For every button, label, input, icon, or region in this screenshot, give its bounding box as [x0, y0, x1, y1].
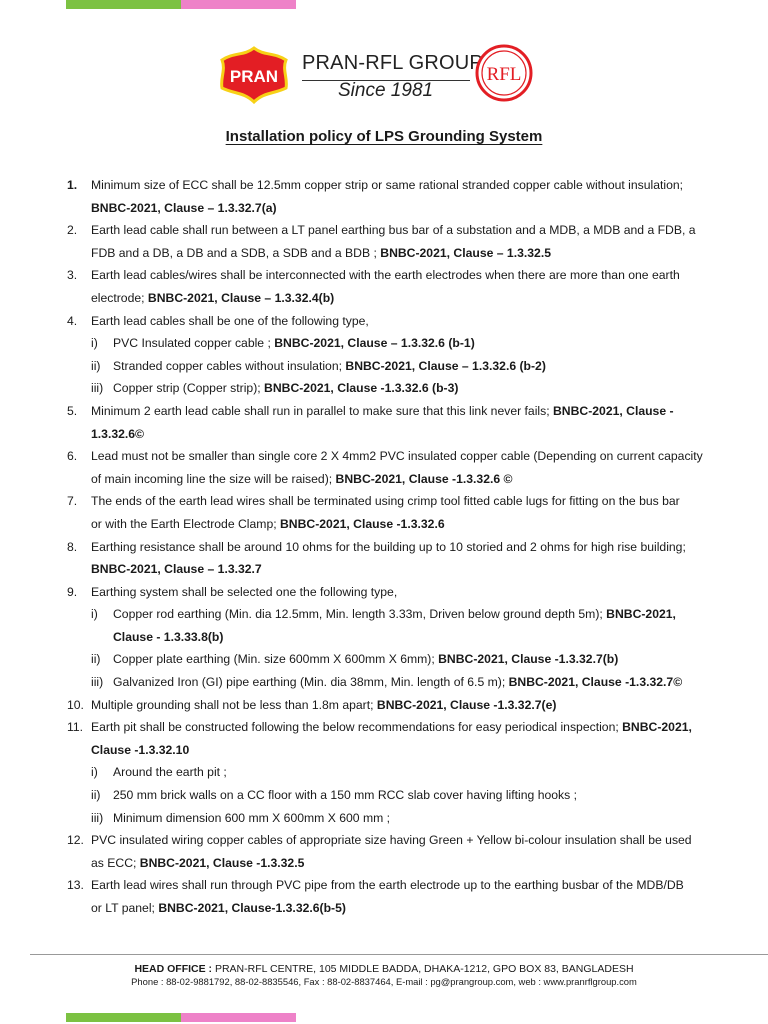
item-number: 9.	[67, 584, 78, 599]
item-text	[91, 874, 684, 897]
item-text-plain: Multiple grounding shall not be less than 1.8m apart;	[91, 697, 377, 712]
pran-logo-text: PRAN	[229, 67, 279, 86]
item-text	[91, 197, 277, 220]
item-text	[91, 490, 680, 513]
clause-reference: BNBC-2021,	[622, 720, 692, 735]
top-color-stripe	[66, 0, 296, 9]
clause-reference: BNBC-2021, Clause – 1.3.32.7	[91, 562, 262, 577]
list-item-line	[0, 536, 768, 559]
sub-item-text	[113, 807, 390, 830]
item-text-plain: Earth lead wires shall run through PVC pipe from the earth electrode up to the earthing busbar of the MDB/DB	[91, 878, 684, 893]
list-item-line	[0, 581, 768, 604]
sub-item-numeral: i)	[91, 765, 98, 780]
sub-item-text	[113, 671, 682, 694]
item-number: 12.	[67, 833, 84, 848]
policy-list	[0, 174, 768, 920]
clause-reference: Clause - 1.3.33.8(b)	[113, 629, 224, 644]
clause-reference: BNBC-2021, Clause-1.3.32.6(b-5)	[158, 901, 346, 915]
sub-item	[0, 355, 768, 378]
sub-item-numeral: iii)	[91, 675, 104, 690]
item-text-plain: of main incoming line the size will be raised);	[91, 471, 336, 486]
clause-reference: BNBC-2021, Clause – 1.3.32.6 (b-2)	[345, 358, 546, 373]
item-text-plain: Minimum size of ECC shall be 12.5mm copper strip or same rational stranded copper cable without insulation;	[91, 178, 684, 192]
sub-item-text-plain: PVC Insulated copper cable ;	[113, 336, 275, 351]
list-item-line	[0, 197, 768, 220]
list-item-line	[0, 897, 768, 920]
item-text	[91, 174, 683, 197]
item-number: 13.	[67, 878, 84, 893]
item-number: 6.	[67, 449, 78, 464]
clause-reference: BNBC-2021, Clause -1.3.32.6 (b-3)	[264, 381, 459, 396]
sub-item-text-plain: Stranded copper cables without insulation;	[113, 358, 346, 373]
item-text	[91, 445, 703, 468]
footer-address-text: PRAN-RFL CENTRE, 105 MIDDLE BADDA, DHAKA-1212, GPO BOX 83, BANGLADESH	[212, 963, 634, 975]
sub-item-numeral: ii)	[91, 788, 101, 803]
sub-item-text	[113, 761, 227, 784]
item-text	[91, 400, 674, 423]
sub-item-numeral: i)	[91, 607, 98, 622]
clause-reference: BNBC-2021, Clause -1.3.32.6 ©	[335, 471, 513, 486]
item-text-plain: Earth pit shall be constructed following the below recommendations for easy periodical inspection;	[91, 720, 623, 735]
sub-item	[0, 603, 768, 626]
list-item-line	[0, 739, 768, 762]
item-text	[91, 513, 445, 536]
item-text-plain: Earthing resistance shall be around 10 ohms for the building up to 10 storied and 2 ohms for high rise building;	[91, 539, 686, 554]
item-text-plain: PVC insulated wiring copper cables of appropriate size having Green + Yellow bi-colour insulation shall be used	[91, 833, 692, 848]
clause-reference: BNBC-2021, Clause – 1.3.32.6 (b-1)	[274, 336, 475, 351]
item-text	[91, 897, 346, 920]
sub-item-numeral: ii)	[91, 358, 101, 373]
item-text	[91, 581, 397, 604]
list-item-line	[0, 874, 768, 897]
clause-reference: BNBC-2021, Clause – 1.3.32.5	[380, 245, 551, 260]
sub-item-text	[113, 603, 676, 626]
clause-reference: BNBC-2021,	[606, 607, 676, 622]
list-item-line	[0, 264, 768, 287]
list-item-line	[0, 400, 768, 423]
bottom-color-stripe	[66, 1013, 296, 1022]
item-text	[91, 287, 334, 310]
clause-reference: BNBC-2021, Clause – 1.3.32.4(b)	[147, 290, 335, 305]
list-item-line	[0, 242, 768, 265]
page-title: Installation policy of LPS Grounding System	[225, 128, 543, 145]
item-text	[91, 468, 513, 491]
list-item-line	[0, 513, 768, 536]
clause-reference: BNBC-2021, Clause -	[553, 403, 674, 418]
clause-reference: BNBC-2021, Clause – 1.3.32.7(a)	[91, 200, 277, 215]
item-number: 11.	[67, 720, 84, 735]
item-text-plain: or LT panel;	[91, 901, 159, 915]
clause-reference: BNBC-2021, Clause -1.3.32.7(e)	[376, 697, 557, 712]
sub-item-text-plain: 250 mm brick walls on a CC floor with a 150 mm RCC slab cover having lifting hooks ;	[113, 788, 577, 803]
footer-divider	[30, 954, 768, 955]
sub-item-text-plain: Copper rod earthing (Min. dia 12.5mm, Min. length 3.33m, Driven below ground depth 5m);	[113, 607, 607, 622]
sub-item-text-plain: Around the earth pit ;	[113, 765, 227, 780]
item-text-plain: Earth lead cables/wires shall be interconnected with the earth electrodes when there are more than one earth	[91, 268, 680, 283]
item-text	[91, 219, 696, 242]
item-text-plain: as ECC;	[91, 855, 140, 870]
list-item-line	[0, 423, 768, 446]
sub-item-numeral: i)	[91, 336, 98, 351]
item-text-plain: The ends of the earth lead wires shall be terminated using crimp tool fitted cable lugs for fitting on the bus bar	[91, 494, 680, 509]
item-text-plain: Lead must not be smaller than single core 2 X 4mm2 PVC insulated copper cable (Depending on current capacity	[91, 449, 703, 464]
item-text	[91, 558, 262, 581]
list-item-line	[0, 694, 768, 717]
sub-item-text	[113, 355, 546, 378]
sub-item-text-plain: Galvanized Iron (GI) pipe earthing (Min. dia 38mm, Min. length of 6.5 m);	[113, 675, 509, 690]
item-text-plain: Minimum 2 earth lead cable shall run in parallel to make sure that this link never fails;	[91, 403, 553, 418]
sub-item-text-plain: Minimum dimension 600 mm X 600mm X 600 mm ;	[113, 810, 391, 825]
item-text	[91, 716, 692, 739]
footer	[0, 962, 768, 988]
list-item-line	[0, 490, 768, 513]
item-text	[91, 310, 369, 333]
sub-item	[0, 626, 768, 649]
sub-item-numeral: ii)	[91, 652, 101, 667]
sub-item	[0, 671, 768, 694]
item-text-plain: Earth lead cables shall be one of the following type,	[91, 313, 369, 328]
item-number: 2.	[67, 223, 78, 238]
sub-item-text	[113, 648, 618, 671]
footer-address	[0, 962, 768, 976]
clause-reference: BNBC-2021, Clause -1.3.32.6	[280, 516, 445, 531]
item-number: 3.	[67, 268, 78, 283]
item-text-plain: FDB and a DB, a DB and a SDB, a SDB and a BDB ;	[91, 245, 381, 260]
sub-item-text	[113, 626, 223, 649]
clause-reference: BNBC-2021, Clause -1.3.32.7(b)	[438, 652, 619, 667]
item-number: 5.	[67, 403, 78, 418]
footer-head-label: HEAD OFFICE :	[134, 963, 213, 975]
item-number: 10.	[67, 697, 84, 712]
rfl-logo-text: RFL	[486, 64, 522, 85]
sub-item	[0, 332, 768, 355]
list-item-line	[0, 219, 768, 242]
list-item-line	[0, 287, 768, 310]
item-text	[91, 739, 189, 762]
sub-item	[0, 377, 768, 400]
sub-item-text-plain: Copper plate earthing (Min. size 600mm X 600mm X 6mm);	[113, 652, 439, 667]
list-item-line	[0, 445, 768, 468]
sub-item-text	[113, 377, 458, 400]
item-text	[91, 423, 144, 446]
item-text	[91, 536, 686, 559]
item-text-plain: Earth lead cable shall run between a LT panel earthing bus bar of a substation and a MDB, a MDB and a FDB, a	[91, 223, 696, 238]
rfl-logo	[474, 41, 538, 105]
list-item-line	[0, 558, 768, 581]
list-item-line	[0, 468, 768, 491]
footer-contact: Phone : 88-02-9881792, 88-02-8835546, Fax : 88-02-8837464, E-mail : pg@prangroup.com, web : www.pranrflgroup.com	[131, 976, 637, 987]
since-tagline: Since 1981	[338, 80, 434, 101]
sub-item-text-plain: Copper strip (Copper strip);	[113, 381, 265, 396]
item-text	[91, 264, 680, 287]
list-item-line	[0, 174, 768, 197]
item-text	[91, 852, 304, 875]
letterhead	[0, 36, 768, 106]
sub-item-text	[113, 784, 577, 807]
sub-item	[0, 761, 768, 784]
group-name: PRAN-RFL GROUP	[302, 52, 483, 74]
clause-reference: BNBC-2021, Clause -1.3.32.5	[139, 855, 305, 870]
sub-item	[0, 648, 768, 671]
item-number: 1.	[67, 178, 78, 192]
sub-item-text	[113, 332, 475, 355]
list-item-line	[0, 716, 768, 739]
sub-item	[0, 784, 768, 807]
item-text-plain: or with the Earth Electrode Clamp;	[91, 516, 280, 531]
list-item-line	[0, 310, 768, 333]
list-item-line	[0, 852, 768, 875]
item-number: 8.	[67, 539, 78, 554]
item-text-plain: Earthing system shall be selected one the following type,	[91, 584, 398, 599]
item-text-plain: electrode;	[91, 290, 148, 305]
item-text	[91, 242, 551, 265]
clause-reference: Clause -1.3.32.10	[91, 742, 190, 757]
sub-item-numeral: iii)	[91, 810, 104, 825]
clause-reference: 1.3.32.6©	[91, 426, 145, 441]
sub-item	[0, 807, 768, 830]
item-text	[91, 829, 692, 852]
item-text	[91, 694, 556, 717]
item-number: 4.	[67, 313, 78, 328]
item-number: 7.	[67, 494, 78, 509]
pran-logo	[216, 46, 292, 104]
sub-item-numeral: iii)	[91, 381, 104, 396]
clause-reference: BNBC-2021, Clause -1.3.32.7©	[508, 675, 683, 690]
list-item-line	[0, 829, 768, 852]
